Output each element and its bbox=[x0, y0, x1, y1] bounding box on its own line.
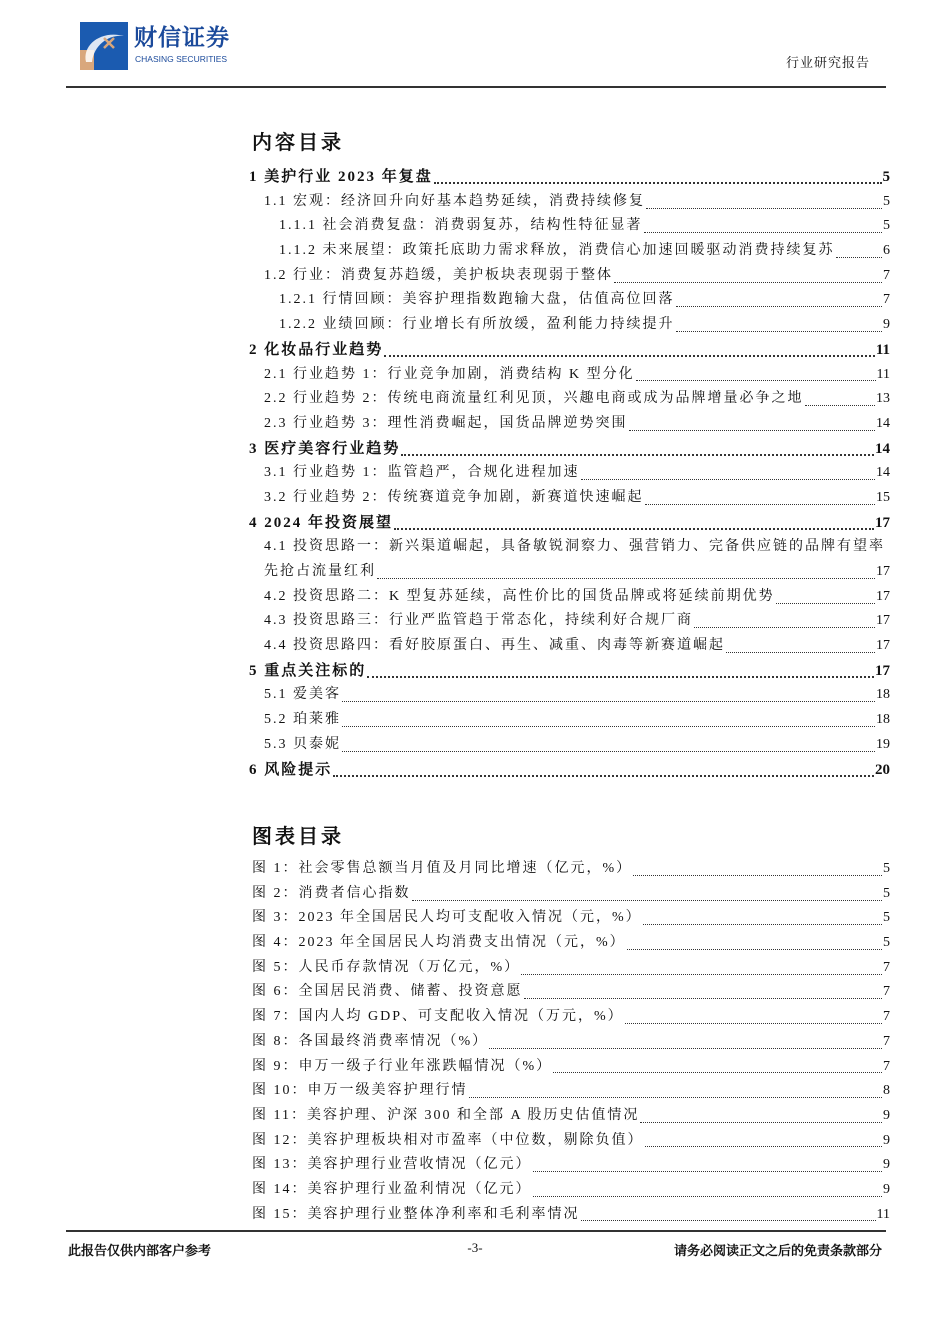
entry-page: 7 bbox=[883, 959, 890, 975]
dot-leader bbox=[644, 232, 883, 233]
entry-page: 7 bbox=[883, 292, 890, 308]
entry-page: 17 bbox=[876, 564, 890, 579]
toc-entry[interactable] bbox=[249, 683, 890, 708]
figure-entry[interactable] bbox=[252, 906, 890, 931]
dot-leader bbox=[401, 454, 874, 456]
entry-title: 1 美护行业 2023 年复盘 bbox=[249, 169, 433, 185]
entry-title: 1.2 行业：消费复苏趋缓，美护板块表现弱于整体 bbox=[264, 267, 613, 283]
entry-page: 20 bbox=[875, 761, 890, 778]
dot-leader bbox=[533, 1196, 883, 1197]
entry-title: 图 14：美容护理行业盈利情况（亿元） bbox=[252, 1181, 532, 1197]
toc-entry[interactable] bbox=[249, 437, 890, 462]
toc-entry[interactable] bbox=[249, 363, 890, 388]
dot-leader bbox=[384, 355, 875, 357]
toc-entry[interactable] bbox=[249, 412, 890, 437]
dot-leader bbox=[676, 331, 883, 332]
dot-leader bbox=[646, 208, 882, 209]
toc-entry[interactable] bbox=[249, 239, 890, 264]
dot-leader bbox=[367, 676, 874, 678]
dot-leader bbox=[342, 751, 875, 752]
entry-title: 1.1 宏观：经济回升向好基本趋势延续，消费持续修复 bbox=[264, 193, 645, 209]
figure-entry[interactable] bbox=[252, 1104, 890, 1129]
dot-leader bbox=[636, 380, 876, 381]
entry-page: 5 bbox=[883, 885, 890, 901]
entry-page: 7 bbox=[883, 267, 890, 283]
entry-title: 先抢占流量红利 bbox=[264, 564, 376, 579]
dot-leader bbox=[581, 1220, 876, 1221]
entry-title: 2.2 行业趋势 2：传统电商流量红利见顶，兴趣电商或成为品牌增量必争之地 bbox=[264, 391, 804, 407]
entry-page: 13 bbox=[876, 391, 890, 407]
entry-title: 图 11：美容护理、沪深 300 和全部 A 股历史估值情况 bbox=[252, 1107, 640, 1123]
entry-title: 4.4 投资思路四：看好胶原蛋白、再生、减重、肉毒等新赛道崛起 bbox=[264, 638, 725, 654]
page-number: -3- bbox=[467, 1240, 483, 1255]
entry-page: 17 bbox=[875, 662, 890, 679]
entry-title: 2.1 行业趋势 1：行业竞争加剧，消费结构 K 型分化 bbox=[264, 366, 635, 382]
entry-title: 图 9：申万一级子行业年涨跌幅情况（%） bbox=[252, 1058, 553, 1074]
dot-leader bbox=[836, 257, 883, 258]
entry-title: 图 7：国内人均 GDP、可支配收入情况（万元，%） bbox=[252, 1009, 624, 1025]
list-of-figures bbox=[252, 857, 890, 1227]
figure-entry[interactable] bbox=[252, 882, 890, 907]
entry-title: 6 风险提示 bbox=[249, 761, 333, 778]
company-logo bbox=[80, 22, 240, 72]
dot-leader bbox=[625, 1023, 882, 1024]
toc-entry[interactable] bbox=[249, 609, 890, 634]
entry-page: 5 bbox=[883, 861, 890, 876]
toc-entry[interactable] bbox=[249, 535, 890, 560]
report-type: 行业研究报告 bbox=[785, 55, 870, 70]
dot-leader bbox=[342, 726, 875, 727]
entry-title: 图 8：各国最终消费率情况（%） bbox=[252, 1033, 489, 1049]
entry-title: 5.2 珀莱雅 bbox=[264, 712, 341, 728]
dot-leader bbox=[629, 430, 876, 431]
entry-title: 5.3 贝泰妮 bbox=[264, 736, 341, 752]
entry-page: 14 bbox=[875, 440, 890, 457]
dot-leader bbox=[469, 1097, 883, 1098]
toc-entry[interactable] bbox=[249, 758, 890, 783]
toc-entry[interactable] bbox=[249, 659, 890, 684]
toc-title: 内容目录 bbox=[252, 132, 344, 154]
toc-entry-continued[interactable] bbox=[249, 560, 890, 585]
toc-entry[interactable] bbox=[249, 313, 890, 338]
dot-leader bbox=[694, 627, 875, 628]
entry-page: 17 bbox=[876, 588, 890, 604]
dot-leader bbox=[643, 924, 882, 925]
dot-leader bbox=[377, 578, 875, 579]
entry-title: 图 13：美容护理行业营收情况（亿元） bbox=[252, 1157, 532, 1173]
entry-page: 14 bbox=[876, 465, 890, 481]
figure-entry[interactable] bbox=[252, 1005, 890, 1030]
dot-leader bbox=[394, 528, 874, 530]
toc-entry[interactable] bbox=[249, 708, 890, 733]
entry-page: 17 bbox=[876, 638, 890, 654]
toc-entry[interactable] bbox=[249, 585, 890, 610]
entry-title: 3 医疗美容行业趋势 bbox=[249, 440, 401, 457]
entry-title: 图 10：申万一级美容护理行情 bbox=[252, 1083, 468, 1099]
entry-title: 图 12：美容护理板块相对市盈率（中位数，剔除负值） bbox=[252, 1132, 644, 1148]
dot-leader bbox=[342, 701, 875, 702]
figures-title: 图表目录 bbox=[252, 826, 344, 848]
entry-title: 3.1 行业趋势 1：监管趋严，合规化进程加速 bbox=[264, 465, 580, 481]
entry-page: 5 bbox=[883, 935, 890, 951]
logo-english-name: CHASING SECURITIES bbox=[135, 54, 228, 64]
toc-entry[interactable] bbox=[249, 338, 890, 363]
figure-entry[interactable] bbox=[252, 857, 890, 882]
dot-leader bbox=[640, 1122, 882, 1123]
entry-page: 9 bbox=[883, 1181, 890, 1197]
logo-emblem-icon bbox=[80, 22, 128, 70]
dot-leader bbox=[489, 1048, 882, 1049]
dot-leader bbox=[521, 974, 882, 975]
toc-entry[interactable] bbox=[249, 264, 890, 289]
entry-page: 9 bbox=[883, 317, 890, 333]
figure-entry[interactable] bbox=[252, 931, 890, 956]
entry-page: 9 bbox=[883, 1132, 890, 1148]
figure-entry[interactable] bbox=[252, 1153, 890, 1178]
dot-leader bbox=[581, 479, 876, 480]
entry-page: 17 bbox=[876, 613, 890, 629]
toc-entry[interactable] bbox=[249, 634, 890, 659]
entry-title: 图 5：人民币存款情况（万亿元，%） bbox=[252, 959, 521, 975]
toc-entry[interactable] bbox=[249, 214, 890, 239]
entry-page: 9 bbox=[883, 1107, 890, 1123]
entry-page: 11 bbox=[876, 1206, 890, 1222]
entry-title: 1.1.1 社会消费复盘：消费弱复苏，结构性特征显著 bbox=[279, 218, 643, 234]
entry-title: 5 重点关注标的 bbox=[249, 662, 367, 679]
dot-leader bbox=[614, 282, 882, 283]
entry-page: 11 bbox=[875, 341, 890, 358]
entry-title: 3.2 行业趋势 2：传统赛道竞争加剧，新赛道快速崛起 bbox=[264, 489, 644, 505]
entry-page: 5 bbox=[883, 910, 890, 926]
dot-leader bbox=[412, 900, 883, 901]
dot-leader bbox=[645, 1146, 883, 1147]
toc-entry[interactable] bbox=[249, 511, 890, 536]
entry-page: 7 bbox=[883, 1009, 890, 1025]
dot-leader bbox=[434, 182, 882, 184]
entry-title: 图 3：2023 年全国居民人均可支配收入情况（元，%） bbox=[252, 910, 642, 926]
entry-title: 2 化妆品行业趋势 bbox=[249, 341, 384, 358]
entry-title: 1.2.1 行情回顾：美容护理指数跑输大盘，估值高位回落 bbox=[279, 292, 675, 308]
entry-title: 5.1 爱美客 bbox=[264, 687, 341, 703]
figure-entry[interactable] bbox=[252, 980, 890, 1005]
footer-divider bbox=[66, 1230, 886, 1232]
figure-entry[interactable] bbox=[252, 1055, 890, 1080]
dot-leader bbox=[776, 603, 875, 604]
entry-title: 图 15：美容护理行业整体净利率和毛利率情况 bbox=[252, 1206, 580, 1222]
entry-page: 7 bbox=[883, 1033, 890, 1049]
entry-page: 5 bbox=[883, 218, 890, 234]
entry-page: 11 bbox=[876, 366, 890, 382]
figure-entry[interactable] bbox=[252, 1079, 890, 1104]
entry-title: 4 2024 年投资展望 bbox=[249, 514, 394, 531]
footer-disclaimer-right: 请务必阅读正文之后的免责条款部分 bbox=[673, 1243, 882, 1258]
figure-entry[interactable] bbox=[252, 1030, 890, 1055]
entry-page: 14 bbox=[876, 415, 890, 431]
dot-leader bbox=[805, 405, 876, 406]
entry-title: 1.1.2 未来展望：政策托底助力需求释放，消费信心加速回暖驱动消费持续复苏 bbox=[279, 243, 835, 259]
entry-title: 图 6：全国居民消费、储蓄、投资意愿 bbox=[252, 984, 523, 1000]
figure-entry[interactable] bbox=[252, 1178, 890, 1203]
entry-title: 4.1 投资思路一：新兴渠道崛起，具备敏锐洞察力、强营销力、完备供应链的品牌有望率 bbox=[264, 539, 885, 555]
entry-title: 图 1：社会零售总额当月值及月同比增速（亿元，%） bbox=[252, 861, 633, 876]
header-divider bbox=[66, 86, 886, 88]
entry-page: 8 bbox=[883, 1083, 890, 1099]
dot-leader bbox=[533, 1171, 883, 1172]
dot-leader bbox=[726, 652, 875, 653]
entry-page: 7 bbox=[883, 1058, 890, 1074]
entry-title: 2.3 行业趋势 3：理性消费崛起，国货品牌逆势突围 bbox=[264, 415, 628, 431]
dot-leader bbox=[333, 775, 874, 777]
table-of-contents bbox=[249, 165, 890, 782]
entry-page: 9 bbox=[883, 1157, 890, 1173]
toc-entry[interactable] bbox=[249, 190, 890, 215]
entry-title: 1.2.2 业绩回顾：行业增长有所放缓，盈利能力持续提升 bbox=[279, 317, 675, 333]
toc-entry[interactable] bbox=[249, 486, 890, 511]
toc-entry[interactable] bbox=[249, 165, 890, 190]
entry-page: 6 bbox=[883, 243, 890, 259]
entry-page: 19 bbox=[876, 736, 890, 752]
entry-page: 18 bbox=[876, 687, 890, 703]
figure-entry[interactable] bbox=[252, 1129, 890, 1154]
figure-entry[interactable] bbox=[252, 956, 890, 981]
entry-title: 4.3 投资思路三：行业严监管趋于常态化，持续利好合规厂商 bbox=[264, 613, 693, 629]
dot-leader bbox=[627, 949, 882, 950]
toc-entry[interactable] bbox=[249, 387, 890, 412]
toc-entry[interactable] bbox=[249, 733, 890, 758]
entry-page: 5 bbox=[882, 169, 890, 185]
toc-entry[interactable] bbox=[249, 288, 890, 313]
dot-leader bbox=[676, 306, 883, 307]
entry-page: 15 bbox=[876, 489, 890, 505]
entry-title: 图 4：2023 年全国居民人均消费支出情况（元，%） bbox=[252, 935, 626, 951]
footer-disclaimer-left: 此报告仅供内部客户参考 bbox=[68, 1243, 212, 1258]
entry-page: 17 bbox=[875, 514, 890, 531]
dot-leader bbox=[553, 1072, 882, 1073]
dot-leader bbox=[633, 875, 882, 876]
entry-page: 5 bbox=[883, 193, 890, 209]
entry-page: 18 bbox=[876, 712, 890, 728]
toc-entry[interactable] bbox=[249, 461, 890, 486]
entry-title: 图 2：消费者信心指数 bbox=[252, 885, 411, 901]
logo-chinese-name: 财信证券 bbox=[134, 24, 230, 50]
dot-leader bbox=[645, 504, 876, 505]
entry-title: 4.2 投资思路二：K 型复苏延续，高性价比的国货品牌或将延续前期优势 bbox=[264, 588, 775, 604]
figure-entry[interactable] bbox=[252, 1203, 890, 1228]
entry-page: 7 bbox=[883, 984, 890, 1000]
dot-leader bbox=[524, 998, 883, 999]
